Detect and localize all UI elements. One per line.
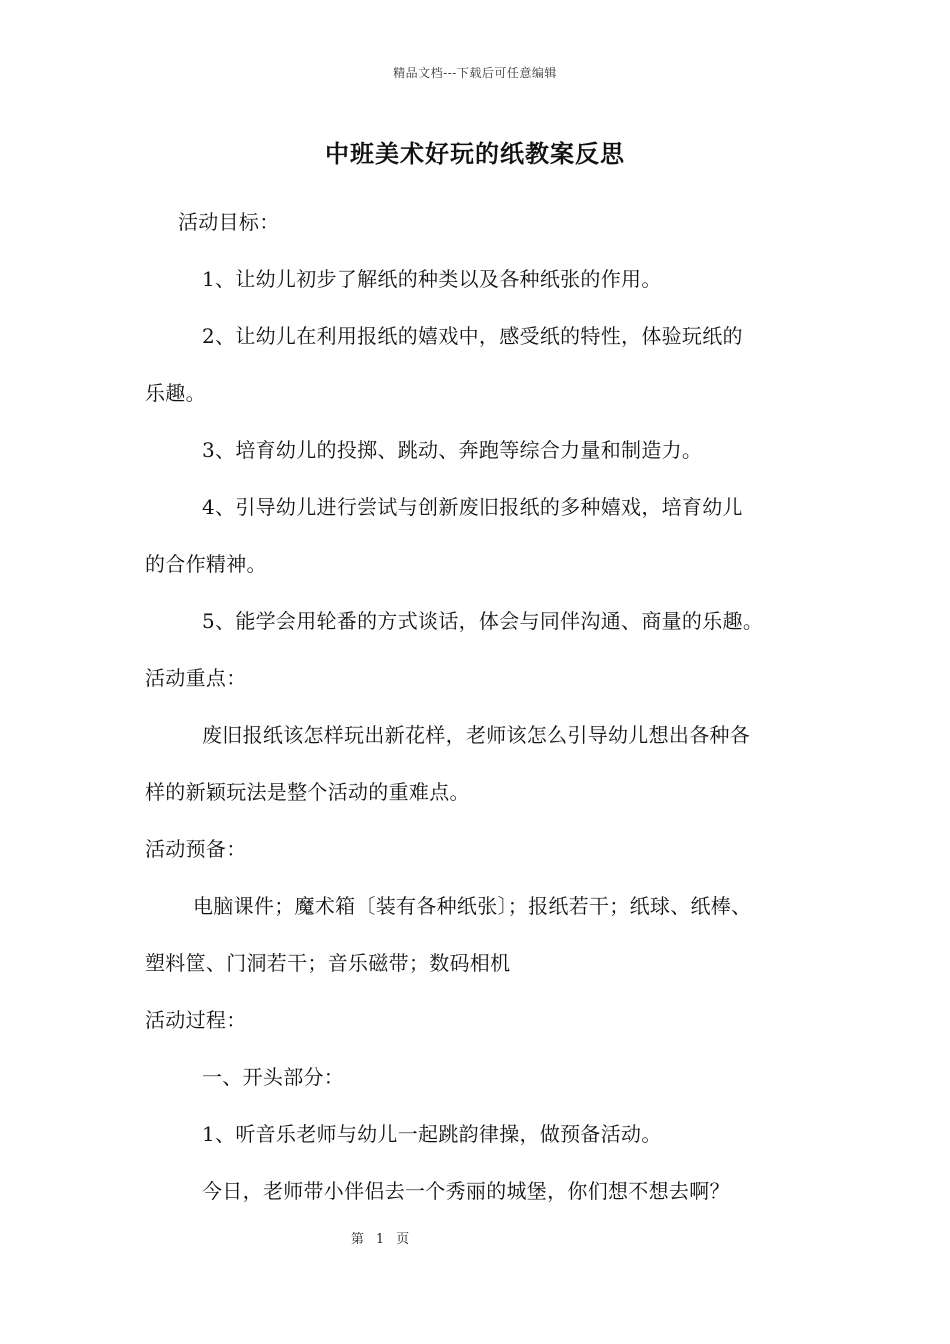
paragraph-line: 电脑课件；魔术箱〔装有各种纸张〕；报纸若干；纸球、纸棒、 (193, 894, 752, 918)
paragraph-line: 一、开头部分： (202, 1065, 345, 1089)
section-heading-preparation: 活动预备： (145, 837, 247, 861)
paragraph-line: 的合作精神。 (145, 552, 267, 576)
paragraph-line: 样的新颖玩法是整个活动的重难点。 (145, 780, 470, 804)
page-footer (0, 1228, 760, 1247)
paragraph-line: 3、培育幼儿的投掷、跳动、奔跑等综合力量和制造力。 (202, 438, 703, 462)
paragraph-line: 5、能学会用轮番的方式谈话，体会与同伴沟通、商量的乐趣。 (202, 609, 764, 633)
paragraph-line: 乐趣。 (145, 381, 206, 405)
paragraph-line: 废旧报纸该怎样玩出新花样，老师该怎么引导幼儿想出各种各 (202, 723, 751, 747)
section-heading-goals: 活动目标： (178, 210, 280, 234)
paragraph-line: 今日，老师带小伴侣去一个秀丽的城堡，你们想不想去啊？ (202, 1179, 730, 1203)
document-title: 中班美术好玩的纸教案反思 (325, 139, 625, 168)
paragraph-line: 4、引导幼儿进行尝试与创新废旧报纸的多种嬉戏，培育幼儿 (202, 495, 743, 519)
page-number: 1 (375, 1232, 385, 1247)
paragraph-line: 2、让幼儿在利用报纸的嬉戏中，感受纸的特性，体验玩纸的 (202, 324, 743, 348)
paragraph-line: 1、听音乐老师与幼儿一起跳韵律操，做预备活动。 (202, 1122, 662, 1146)
paragraph-line: 1、让幼儿初步了解纸的种类以及各种纸张的作用。 (202, 267, 662, 291)
page-number-suffix: 页 (396, 1232, 410, 1247)
page-number-prefix: 第 (350, 1232, 364, 1247)
section-heading-focus: 活动重点： (145, 666, 247, 690)
paragraph-line: 塑料筐、门洞若干；音乐磁带；数码相机 (145, 951, 511, 975)
section-heading-process: 活动过程： (145, 1008, 247, 1032)
page-header: 精品文档---下载后可任意编辑 (393, 66, 557, 80)
